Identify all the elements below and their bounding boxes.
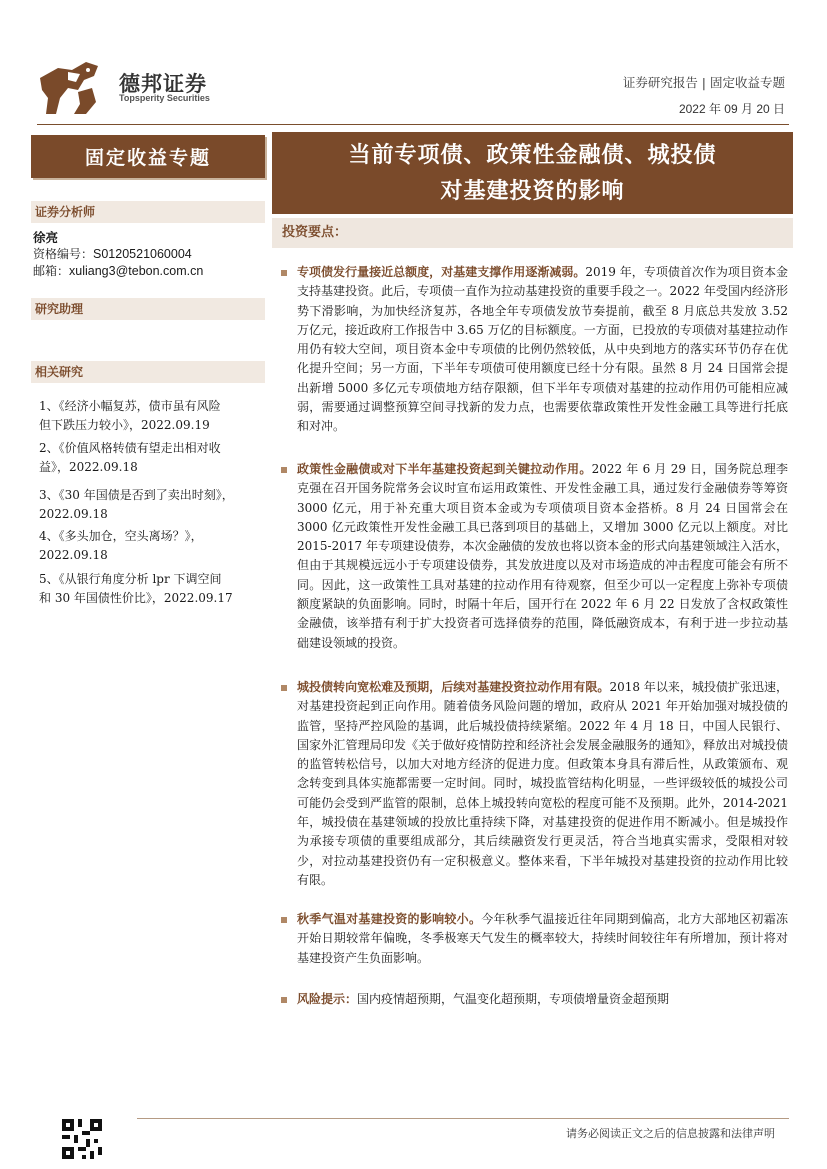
bullet-icon (281, 997, 287, 1003)
related-heading: 相关研究 (31, 361, 265, 383)
bullet-icon (281, 917, 287, 923)
summary-point (297, 460, 788, 653)
email-label: 邮箱： (33, 264, 70, 278)
risk-warning-body: 国内疫情超预期，气温变化超预期，专项债增量资金超预期 (357, 992, 670, 1006)
summary-point (297, 910, 788, 968)
bullet-icon (281, 270, 287, 276)
bullet-icon (281, 467, 287, 473)
analyst-heading: 证券分析师 (31, 201, 265, 223)
summary-point-body: 2019 年，专项债首次作为项目资本金支持基建投资。此后，专项债一直作为拉动基建投资的重要手段之一。2022 年受国内经济形势下滑影响，为加快经济复苏，各地全年专项债发放节奏提前，截至 8 月底总共发放 3.52 万亿元，接近政府工作报告中 3.65 万亿的目标额度。一方面，已投放的专项债对基建拉动作用仍有较大空间，项目资本金中专项债的比例仍然较低，从中央到地方的落实环节仍存在优化提升空间；另一方面，下半年专项债可使用额度已经十分有限。虽然 8 月 24 日国常会提出新增 5000 多亿元专项债地方结存限额，但下半年专项债对基建的拉动作用仍可能相应减弱，需要通过调整预算空间寻找新的发力点，也需要依靠政策性开发性金融工具等进行托底和对冲。 (297, 265, 788, 434)
license-number: S0120521060004 (93, 247, 192, 261)
summary-point-head: 秋季气温对基建投资的影响较小。 (297, 912, 482, 926)
logo-icon (38, 58, 100, 116)
company-name-cn: 德邦证券 (119, 72, 207, 96)
summary-point-head: 城投债转向宽松难及预期，后续对基建投资拉动作用有限。 (297, 680, 610, 694)
analyst-name: 徐亮 (33, 230, 59, 245)
related-item[interactable]: 3、《30 年国债是否到了卖出时刻》， 2022.09.18 (39, 488, 234, 521)
related-item[interactable]: 4、《多头加仓，空头离场？》， 2022.09.18 (39, 529, 203, 562)
related-item[interactable]: 1、《经济小幅复苏，债市虽有风险 但下跌压力较小》，2022.09.19 (39, 399, 221, 432)
summary-point-head: 专项债发行量接近总额度，对基建支撑作用逐渐减弱。 (297, 265, 586, 279)
related-item[interactable]: 2、《价值风格转债有望走出相对收 益》，2022.09.18 (39, 441, 221, 474)
assistant-heading: 研究助理 (31, 298, 265, 320)
summary-point (297, 678, 788, 890)
qr-code-icon (62, 1119, 102, 1159)
footer-divider (137, 1118, 789, 1119)
license-line (33, 246, 192, 263)
bullet-icon (281, 685, 287, 691)
page-title-line-1: 当前专项债、政策性金融债、城投债 (348, 142, 717, 168)
email-link[interactable]: xuliang3@tebon.com.cn (69, 264, 204, 278)
email-line (33, 263, 203, 280)
summary-point (297, 263, 788, 437)
related-item[interactable]: 5、《从银行角度分析 lpr 下调空间 和 30 年国债性价比》，2022.09.17 (39, 572, 233, 605)
summary-heading: 投资要点： (272, 218, 793, 248)
summary-point-body: 今年秋季气温接近往年同期到偏高，北方大部地区初霜冻开始日期较常年偏晚，冬季极寒天气发生的概率较大，持续时间较往年有所增加，预计将对基建投资产生负面影响。 (297, 912, 788, 965)
header-divider (37, 124, 789, 125)
category-title: 固定收益专题 (31, 135, 265, 178)
page-title-line-2: 对基建投资的影响 (440, 178, 625, 204)
risk-warning-head: 风险提示： (297, 992, 358, 1006)
company-name-en: Topsperity Securities (119, 93, 210, 103)
summary-point-body: 2018 年以来，城投债扩张迅速，对基建投资起到正向作用。随着债务风险问题的增加，政府从 2021 年开始加强对城投债的监管，坚持严控风险的基调，此后城投债持续紧缩。2022 年 4 月 18 日，中国人民银行、国家外汇管理局印发《关于做好疫情防控和经济社会发展金融服务的通知》，释放出对城投债的监管转松信号，以加大对地方经济的促进力度。但政策本身具有滞后性，从政策颁布、观念转变到具体实施都需要一定时间。同时，城投监管结构化明显，一些评级较低的城投公司可能仍会受到严监管的限制，总体上城投转向宽松的程度可能不及预期。此外，2014-2021 年，城投债在基建领域的投放比重持续下降，对基建投资的促进作用不断减小。但是城投作为承接专项债的重要组成部分，其后续融资发行更灵活，符合当地真实需求，受限相对较少，对拉动基建投资仍有一定积极意义。整体来看，下半年城投对基建投资的拉动作用比较有限。 (297, 680, 788, 887)
summary-point-body: 2022 年 6 月 29 日，国务院总理李克强在召开国务院常务会议时宣布运用政策性、开发性金融工具，通过发行金融债券等筹资 3000 亿元，用于补充重大项目资本金或为专项债项目资本金搭桥。8 月 24 日国常会在 3000 亿元政策性开发性金融工具已落到项目的基础上，又增加 3000 亿元以上额度。对比 2015-2017 年专项建设债券，本次金融债的发放也将以资本金的形式向基建领域注入活水，但由于其规模远远小于专项建设债券，其发放进度以及对市场造成的冲击程度可能会有所不同。因此，这一政策性工具对基建的拉动作用有待观察，但至少可以一定程度上弥补专项债额度紧缺的负面影响。同时，时隔十年后，国开行在 2022 年 6 月 22 日发放了含权政策性金融债，该举措有利于扩大投资者可选择债券的范围，降低融资成本，有利于进一步拉动基础建设领域的投资。 (297, 462, 788, 650)
report-date: 2022 年 09 月 20 日 (678, 102, 785, 116)
risk-warning (297, 990, 788, 1009)
summary-point-head: 政策性金融债或对下半年基建投资起到关键拉动作用。 (297, 462, 592, 476)
page-title (272, 132, 793, 214)
license-label: 资格编号： (33, 247, 94, 261)
report-type: 证券研究报告 | 固定收益专题 (622, 75, 785, 90)
footer-disclaimer: 请务必阅读正文之后的信息披露和法律声明 (566, 1127, 775, 1140)
